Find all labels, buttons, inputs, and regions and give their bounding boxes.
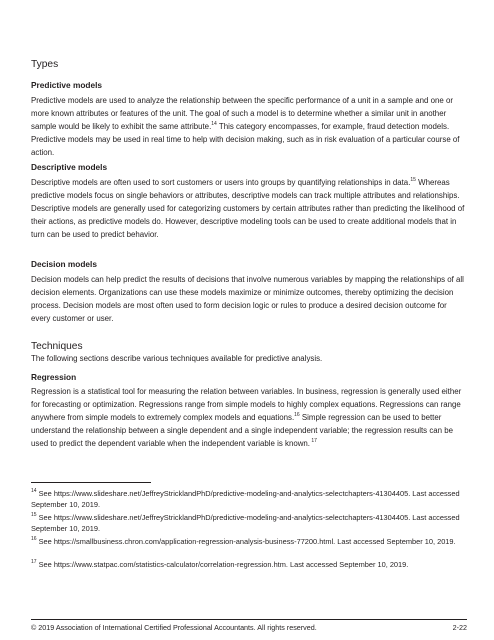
paragraph-text: Regression is a statistical tool for measuring the relation between variables. In business, regression is generally used either for forecasting or optimization. Regressions range from simple models to highly complex equations. Regressions can range anywhere from simple models to extremely complex models and equations. (31, 387, 462, 422)
paragraph-text: Predictive models are used to analyze the relationship between the specific performance of a unit in a sample and one or more known attributes or features of the unit. The goal of such a model is to determine whether a similar unit in another sample would be likely to exhibit the same attribute. (31, 96, 453, 131)
subheading-predictive-models: Predictive models (31, 80, 103, 90)
footnote-14 (31, 489, 467, 510)
footnote-number: 15 (31, 512, 37, 518)
paragraph-text: Simple regression can be used to better understand the relationship between a single dependent and a single independent variable; the regression results can be used to predict the dependent variable when the independent variable is known. (31, 413, 454, 448)
subheading-regression: Regression (31, 372, 77, 382)
footnote-text[interactable]: See https://www.slideshare.net/JeffreyStricklandPhD/predictive-modeling-and-analytics-selectchapters-41304405. Last accessed September 10, 2019. (31, 513, 460, 533)
paragraph-decision-models: Decision models can help predict the results of decisions that involve numerous variables by mapping the relationships of all decision elements. Organizations can use these models maximize or minimize outcomes, thereby optimizing the decision process. Decision models are most often used to form decision logic or rules to produce a desired decision outcome for every customer or user. (31, 275, 464, 323)
paragraph-text: Descriptive models are often used to sort customers or users into groups by quantifying relationships in data. (31, 178, 411, 187)
paragraph-text: This category encompasses, for example, fraud detection models. Predictive models may be used in real time to help with decision making, such as in risk evaluation of a particular course of action. (31, 122, 460, 157)
page-number: 2-22 (452, 623, 467, 632)
paragraph-predictive-models (31, 94, 467, 159)
paragraph-regression (31, 385, 467, 450)
subheading-decision-models: Decision models (31, 259, 97, 269)
footnote-number: 17 (31, 559, 37, 565)
footnote-text[interactable]: See https://www.slideshare.net/JeffreyStricklandPhD/predictive-modeling-and-analytics-selectchapters-41304405. Last accessed September 10, 2019. (31, 489, 460, 509)
footnote-number: 14 (31, 488, 37, 494)
footnote-divider (31, 482, 151, 483)
footnote-ref-14[interactable]: 14 (211, 121, 217, 127)
footnote-16 (31, 537, 467, 548)
footnote-15 (31, 513, 467, 534)
footnote-ref-15[interactable]: 15 (410, 177, 416, 183)
footer-divider (31, 619, 467, 620)
paragraph-techniques-intro: The following sections describe various techniques available for predictive analysis. (31, 354, 323, 363)
paragraph-descriptive-models (31, 176, 467, 241)
footnote-ref-16[interactable]: 16 (294, 412, 300, 418)
section-heading-types: Types (31, 59, 59, 70)
paragraph-text: Whereas predictive models focus on single behaviors or attributes, descriptive models can track multiple attributes and relationships. Descriptive models are generally used for categorizing customers by certain attributes rather than predicting the likelihood of their actions, as predictive models do. However, descriptive modeling tools can be used to create additional models that in turn can be used to predict behavior. (31, 178, 465, 239)
footnote-number: 16 (31, 536, 37, 542)
footnote-text[interactable]: See https://www.statpac.com/statistics-calculator/correlation-regression.htm. Last accessed September 10, 2019. (36, 560, 409, 569)
subheading-descriptive-models: Descriptive models (31, 162, 108, 172)
footnote-17 (31, 560, 467, 571)
footnote-text[interactable]: See https://smallbusiness.chron.com/application-regression-analysis-business-77200.html. Last accessed September 10, 2019. (36, 537, 456, 546)
footer-copyright: © 2019 Association of International Certified Professional Accountants. All rights reserved. (31, 623, 317, 632)
footnote-ref-17[interactable]: 17 (310, 438, 317, 444)
section-heading-techniques: Techniques (31, 341, 83, 352)
